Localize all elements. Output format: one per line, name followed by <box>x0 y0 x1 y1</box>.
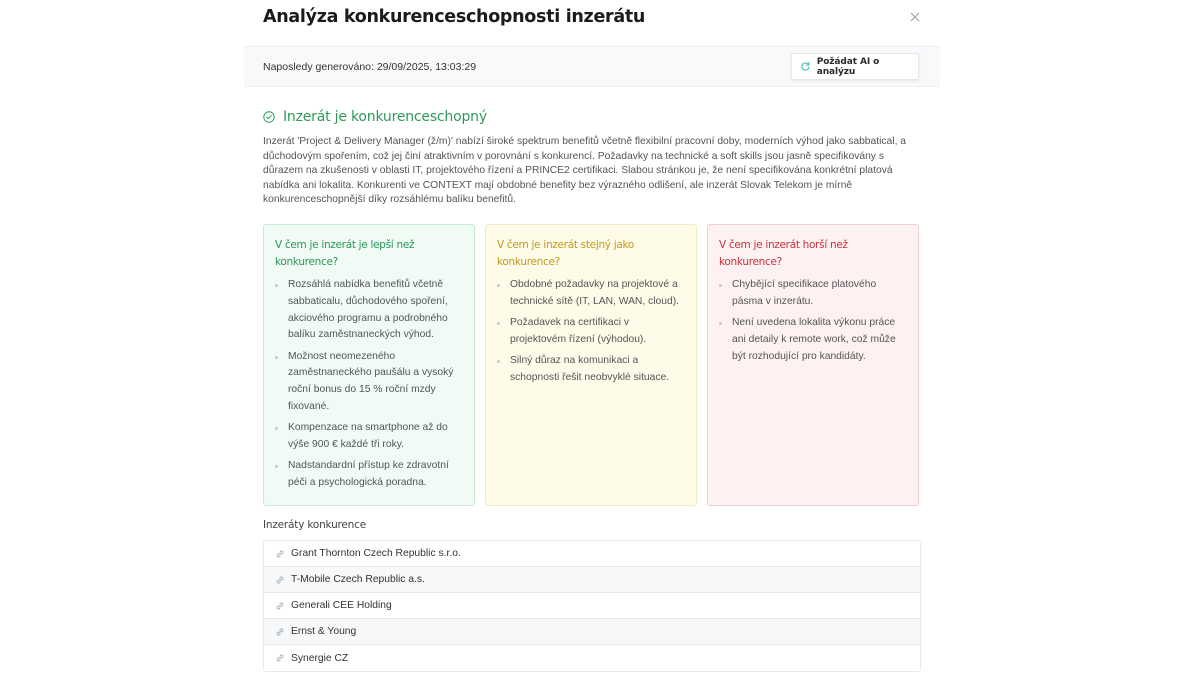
close-icon <box>908 10 922 24</box>
request-ai-analysis-label: Požádat AI o analýzu <box>816 56 880 77</box>
modal-title: Analýza konkurenceschopnosti inzerátu <box>263 7 646 27</box>
list-item: Chybějící specifikace platového pásma v inzerátu. <box>719 277 907 311</box>
analysis-summary: Inzerát 'Project & Delivery Manager (ž/m)' nabízí široké spektrum benefitů včetně flexibilní pracovní doby, moderních výhod jako sabbatical, a důchodovým spořením, což jej činí atraktivním v porovnání s konkurencí. Požadavky na technické a soft skills jsou jasně specifikovány s důrazem na zkušenosti v oblasti IT, projektového řízení a PRINCE2 certifikaci. Slabou stránkou je, že není specifikována konkrétní platová nabídka ani lokalita. Konkurenti ve CONTEXT mají obdobné benefity bez výrazného odlišení, ale inzerát Slovak Telekom je mírně konkurenceschopnější díky rozsáhlému balíku benefitů. <box>263 136 907 205</box>
comparison-cards <box>263 224 921 506</box>
request-ai-analysis-button[interactable] <box>791 53 919 80</box>
list-item: Rozsáhlá nabídka benefitů včetně sabbaticalu, důchodového spoření, akciového programu a podrobného balíku zaměstnaneckých výhod. <box>275 277 463 344</box>
refresh-icon <box>800 61 811 72</box>
competitor-name: Ernst & Young <box>291 626 357 637</box>
competitor-ads-list <box>263 540 921 672</box>
competitor-name: Synergie CZ <box>291 652 349 664</box>
competitor-link[interactable] <box>264 567 920 593</box>
card-same <box>485 224 697 506</box>
card-better-list <box>275 277 463 492</box>
list-item: Požadavek na certifikaci v projektovém řízení (výhodou). <box>497 315 685 349</box>
competitor-name: Generali CEE Holding <box>291 600 392 611</box>
list-item: Nadstandardní přístup ke zdravotní péči a psychologická poradna. <box>275 458 463 492</box>
link-icon <box>275 627 285 637</box>
link-icon <box>275 653 285 663</box>
competitor-link[interactable] <box>264 593 920 619</box>
competitor-link[interactable] <box>264 541 920 567</box>
card-worse <box>707 224 919 506</box>
card-same-title: V čem je inzerát stejný jako konkurence? <box>497 239 635 268</box>
status-title: Inzerát je konkurenceschopný <box>283 109 487 125</box>
card-worse-title: V čem je inzerát horší než konkurence? <box>719 239 848 268</box>
list-item: Obdobné požadavky na projektové a technické sítě (IT, LAN, WAN, cloud). <box>497 277 685 311</box>
link-icon <box>275 575 285 585</box>
status-row <box>263 109 487 125</box>
competitor-link[interactable] <box>264 645 920 671</box>
link-icon <box>275 601 285 611</box>
card-better <box>263 224 475 506</box>
competitor-link[interactable] <box>264 619 920 645</box>
competitor-name: Grant Thornton Czech Republic s.r.o. <box>291 548 461 559</box>
modal-header <box>244 0 940 46</box>
last-generated-text: Naposledy generováno: 29/09/2025, 13:03:29 <box>263 61 477 73</box>
list-item: Možnost neomezeného zaměstnaneckého paušálu a vysoký roční bonus do 15 % roční mzdy fixované. <box>275 349 463 416</box>
card-same-list <box>497 277 685 387</box>
close-button[interactable] <box>908 10 922 24</box>
list-item: Kompenzace na smartphone až do výše 900 € každé tři roky. <box>275 420 463 454</box>
list-item: Není uvedena lokalita výkonu práce ani detaily k remote work, což může být rozhodující pro kandidáty. <box>719 315 907 365</box>
analysis-modal <box>244 0 940 675</box>
meta-bar <box>244 46 940 87</box>
competitor-name: T-Mobile Czech Republic a.s. <box>291 574 425 585</box>
card-better-title: V čem je inzerát je lepší než konkurence? <box>275 239 415 268</box>
list-item: Silný důraz na komunikaci a schopnosti řešit neobvyklé situace. <box>497 353 685 387</box>
competitor-ads-heading: Inzeráty konkurence <box>263 519 366 531</box>
check-circle-icon <box>263 111 275 123</box>
card-worse-list <box>719 277 907 365</box>
link-icon <box>275 549 285 559</box>
